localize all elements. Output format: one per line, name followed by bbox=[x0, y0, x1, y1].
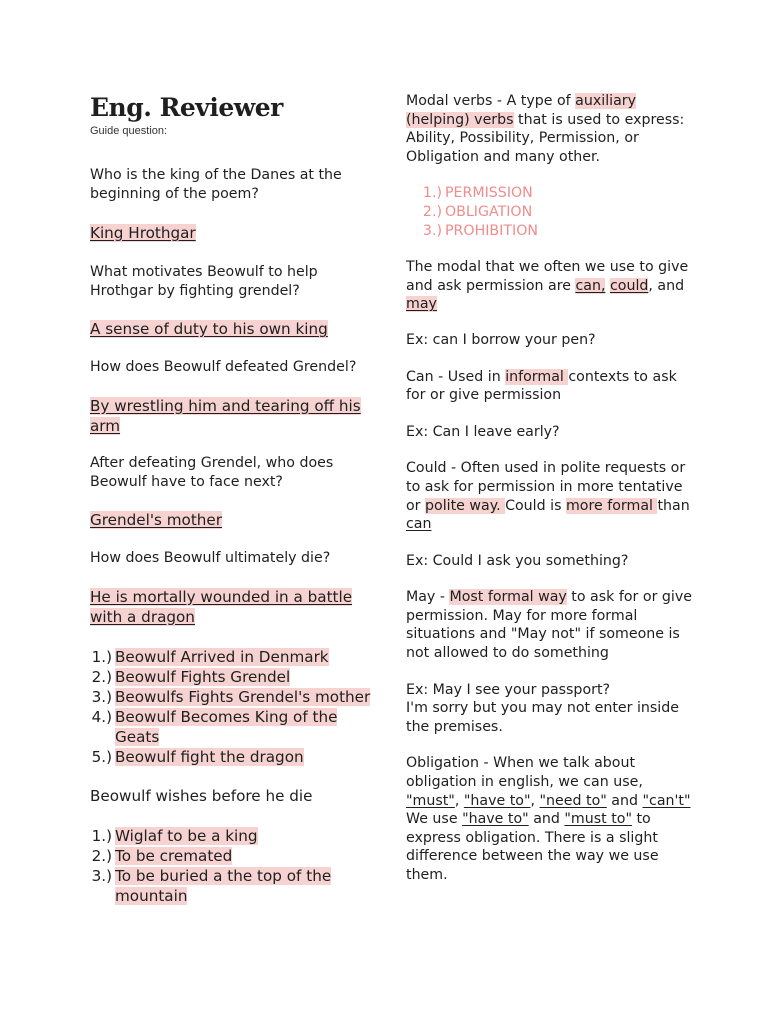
answer-1: King Hrothgar bbox=[90, 224, 196, 243]
list-item: 1.) Wiglaf to be a king bbox=[91, 826, 258, 845]
list-item: 5.) Beowulf fight the dragon bbox=[91, 747, 304, 766]
example-4: Ex: May I see your passport? bbox=[406, 681, 611, 698]
may-paragraph: May - Most formal way to ask for or give permission. May for more formal situations and "May not" if someone is not allowed to do something bbox=[406, 589, 692, 662]
question-3: How does Beowulf defeated Grendel? bbox=[90, 359, 357, 376]
modal-verbs-definition: Modal verbs - A type of auxiliary (helping) verbs that is used to express: Ability, Possibility, Permission, or Obligation and many other. bbox=[406, 93, 685, 165]
right-column bbox=[406, 92, 696, 885]
list-item: 2.) OBLIGATION bbox=[422, 203, 533, 220]
wishes-heading: Beowulf wishes before he die bbox=[90, 786, 313, 805]
list-item: 1.) PERMISSION bbox=[422, 185, 533, 202]
obligation-paragraph: Obligation - When we talk about obligation in english, we can use, "must", "have to", "need to" and "can't" We use "have to" and "must to" to express obligation. There is a slight difference between the way we use them. bbox=[406, 755, 691, 883]
example-3: Ex: Could I ask you something? bbox=[406, 552, 629, 569]
list-item: 3.) PROHIBITION bbox=[422, 222, 538, 239]
could-paragraph: Could - Often used in polite requests or to ask for permission in more tentative or polite way. Could is more formal than can bbox=[406, 460, 690, 533]
list-item: 4.) Beowulf Becomes King of the Geats bbox=[91, 707, 338, 746]
question-5: How does Beowulf ultimately die? bbox=[90, 550, 331, 567]
can-paragraph: Can - Used in informal contexts to ask for or give permission bbox=[406, 368, 677, 404]
list-item: 2.) To be cremated bbox=[91, 846, 233, 865]
permission-paragraph: The modal that we often we use to give and ask permission are can, could, and may bbox=[406, 259, 689, 313]
question-2: What motivates Beowulf to help Hrothgar by fighting grendel? bbox=[90, 264, 318, 299]
answer-4: Grendel's mother bbox=[90, 511, 223, 530]
list-item: 3.) Beowulfs Fights Grendel's mother bbox=[91, 687, 371, 706]
page-title: Eng. Reviewer bbox=[90, 93, 283, 122]
wishes-list bbox=[90, 826, 375, 906]
events-list bbox=[90, 647, 375, 767]
list-item: 2.) Beowulf Fights Grendel bbox=[91, 667, 291, 686]
list-item: 3.) To be buried a the top of the mountain bbox=[91, 866, 332, 905]
answer-5: He is mortally wounded in a battle with a dragon bbox=[90, 587, 353, 626]
question-4: After defeating Grendel, who does Beowulf have to face next? bbox=[90, 454, 334, 490]
list-item: 1.) Beowulf Arrived in Denmark bbox=[91, 647, 329, 666]
example-2: Ex: Can I leave early? bbox=[406, 423, 560, 440]
answer-3: By wrestling him and tearing off his arm bbox=[90, 396, 361, 435]
example-4-reply: I'm sorry but you may not enter inside the premises. bbox=[406, 700, 679, 735]
example-1: Ex: can I borrow your pen? bbox=[406, 331, 596, 348]
answer-2: A sense of duty to his own king bbox=[90, 320, 328, 339]
modal-uses-list bbox=[406, 184, 696, 240]
guide-label: Guide question: bbox=[90, 125, 168, 137]
left-column bbox=[90, 92, 375, 906]
question-1: Who is the king of the Danes at the beginning of the poem? bbox=[90, 167, 342, 202]
